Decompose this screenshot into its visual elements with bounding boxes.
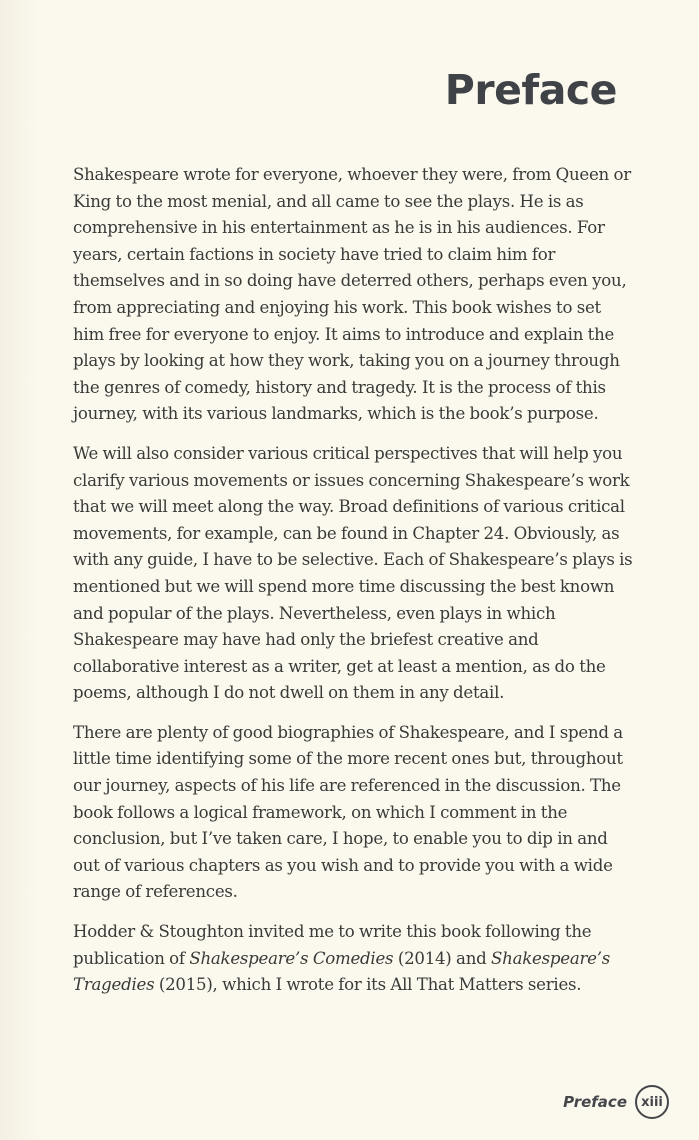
preface-body (73, 162, 633, 1012)
page-title: Preface (444, 66, 617, 114)
book-title-tragedies: Shakespeare’s Tragedies (73, 948, 611, 995)
paragraph-1: Shakespeare wrote for everyone, whoever they were, from Queen or King to the most menial, and all came to see the plays. He is as comprehensive in his entertainment as he is in his audiences. For years, certain factions in society have tried to claim him for themselves and in so doing have deterred others, perhaps even you, from appreciating and enjoying his work. This book wishes to set him free for everyone to enjoy. It aims to introduce and explain the plays by looking at how they work, taking you on a journey through the genres of comedy, history and tragedy. It is the process of this journey, with its various landmarks, which is the book’s purpose. (73, 165, 631, 424)
paragraph-4-text-e: (2015), which I wrote for its All That Matters series. (154, 975, 582, 995)
page-footer (563, 1085, 669, 1119)
book-title-comedies: Shakespeare’s Comedies (189, 948, 394, 968)
running-head: Preface (563, 1093, 627, 1111)
paragraph-3: There are plenty of good biographies of Shakespeare, and I spend a little time identifying some of the more recent ones but, throughout our journey, aspects of his life are referenced in the discussion. The book follows a logical framework, on which I comment in the conclusion, but I’ve taken care, I hope, to enable you to dip in and out of various chapters as you wish and to provide you with a wide range of references. (73, 722, 623, 902)
paragraph-4-text-c: (2014) and (393, 948, 492, 968)
paragraph-2: We will also consider various critical perspectives that will help you clarify various movements or issues concerning Shakespeare’s work that we will meet along the way. Broad definitions of various critical movements, for example, can be found in Chapter 24. Obviously, as with any guide, I have to be selective. Each of Shakespeare’s plays is mentioned but we will spend more time discussing the best known and popular of the plays. Nevertheless, even plays in which Shakespeare may have had only the briefest creative and collaborative interest as a writer, get at least a mention, as do the poems, although I do not dwell on them in any detail. (73, 443, 633, 703)
paragraph-4 (73, 919, 633, 999)
page-number-badge: xiii (635, 1085, 669, 1119)
paragraph-4-text-a: Hodder & Stoughton invited me to write this book following the publication of (73, 922, 592, 968)
